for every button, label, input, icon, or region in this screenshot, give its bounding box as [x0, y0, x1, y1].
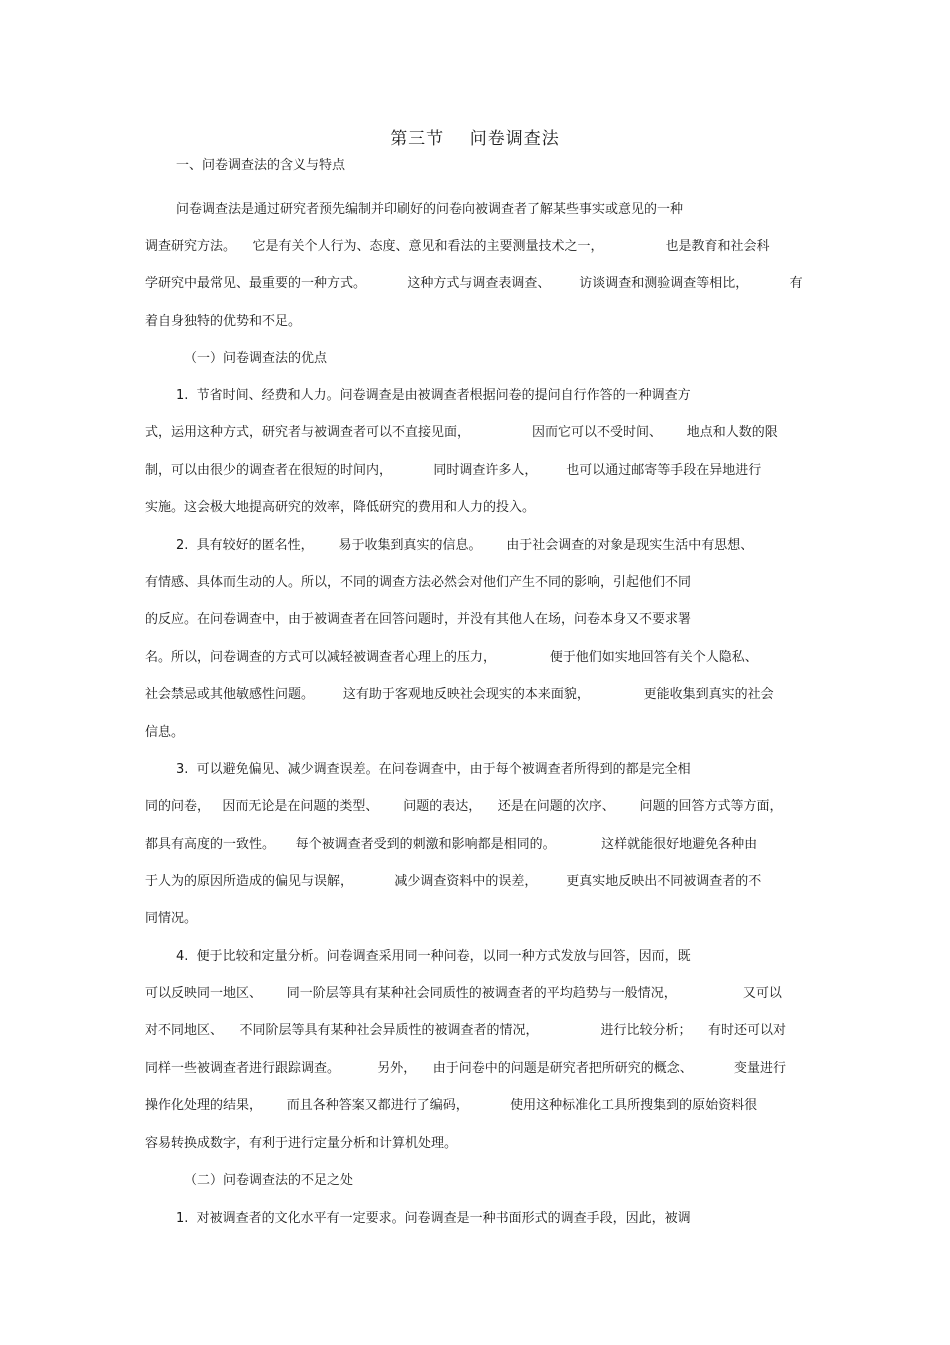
paragraph-line: 操作化处理的结果， 而且各种答案又都进行了编码， 使用这种标准化工具所搜集到的原始资料很 — [145, 1098, 758, 1113]
paragraph-line: 调查研究方法。 它是有关个人行为、态度、意见和看法的主要测量技术之一， 也是教育和社会科 — [145, 239, 770, 254]
paragraph-line: 学研究中最常见、最重要的一种方式。 这种方式与调查表调查、 访谈调查和测验调查等相比， 有 — [145, 276, 803, 291]
paragraph-line: 于人为的原因所造成的偏见与误解， 减少调查资料中的误差， 更真实地反映出不同被调查者的不 — [145, 874, 762, 889]
paragraph-line: 1. 节省时间、经费和人力。问卷调查是由被调查者根据问卷的提问自行作答的一种调查方 — [176, 388, 691, 403]
paragraph-line: 容易转换成数字，有利于进行定量分析和计算机处理。 — [145, 1136, 458, 1151]
paragraph-line: 信息。 — [145, 725, 185, 740]
paragraph-line: 的反应。在问卷调查中，由于被调查者在回答问题时，并没有其他人在场，问卷本身又不要求署 — [145, 612, 692, 627]
paragraph-line: 名。所以，问卷调查的方式可以减轻被调查者心理上的压力， 便于他们如实地回答有关个人隐私、 — [145, 650, 758, 665]
paragraph-line: 有情感、具体而生动的人。所以，不同的调查方法必然会对他们产生不同的影响，引起他们不同 — [145, 575, 692, 590]
paragraph-line: 式，运用这种方式，研究者与被调查者可以不直接见面， 因而它可以不受时间、 地点和人数的限 — [145, 425, 778, 440]
paragraph-line: 3. 可以避免偏见、减少调查误差。在问卷调查中，由于每个被调查者所得到的都是完全相 — [176, 762, 691, 777]
paragraph-line: 都具有高度的一致性。 每个被调查者受到的刺激和影响都是相同的。 这样就能很好地避免各种由 — [145, 837, 758, 852]
paragraph-line: 同情况。 — [145, 911, 198, 926]
paragraph-line: 问卷调查法是通过研究者预先编制并印刷好的问卷向被调查者了解某些事实或意见的一种 — [176, 202, 684, 217]
paragraph-line: 着自身独特的优势和不足。 — [145, 314, 302, 329]
paragraph-line: 2. 具有较好的匿名性， 易于收集到真实的信息。 由于社会调查的对象是现实生活中有思想、 — [176, 538, 754, 553]
page-title: 第三节 问卷调查法 — [390, 129, 560, 149]
paragraph-line: 同的问卷， 因而无论是在问题的类型、 问题的表达， 还是在问题的次序、 问题的回答方式等方面， — [145, 799, 783, 814]
subsection-heading: （一）问卷调查法的优点 — [184, 351, 328, 366]
paragraph-line: 对不同地区、 不同阶层等具有某种社会异质性的被调查者的情况， 进行比较分析； 有时还可以对 — [145, 1023, 787, 1038]
paragraph-line: 同样一些被调查者进行跟踪调查。 另外， 由于问卷中的问题是研究者把所研究的概念、 变量进行 — [145, 1061, 787, 1076]
section-heading: 一、问卷调查法的含义与特点 — [176, 158, 346, 173]
paragraph-line: 4. 便于比较和定量分析。问卷调查采用同一种问卷，以同一种方式发放与回答，因而，既 — [176, 949, 691, 964]
paragraph-line: 社会禁忌或其他敏感性问题。 这有助于客观地反映社会现实的本来面貌， 更能收集到真实的社会 — [145, 687, 774, 702]
paragraph-line: 1. 对被调查者的文化水平有一定要求。问卷调查是一种书面形式的调查手段，因此，被调 — [176, 1211, 691, 1226]
paragraph-line: 实施。这会极大地提高研究的效率，降低研究的费用和人力的投入。 — [145, 500, 536, 515]
paragraph-line: 可以反映同一地区、 同一阶层等具有某种社会同质性的被调查者的平均趋势与一般情况， 又可以 — [145, 986, 782, 1001]
subsection-heading: （二）问卷调查法的不足之处 — [184, 1173, 354, 1188]
paragraph-line: 制，可以由很少的调查者在很短的时间内， 同时调查许多人， 也可以通过邮寄等手段在异地进行 — [145, 463, 762, 478]
